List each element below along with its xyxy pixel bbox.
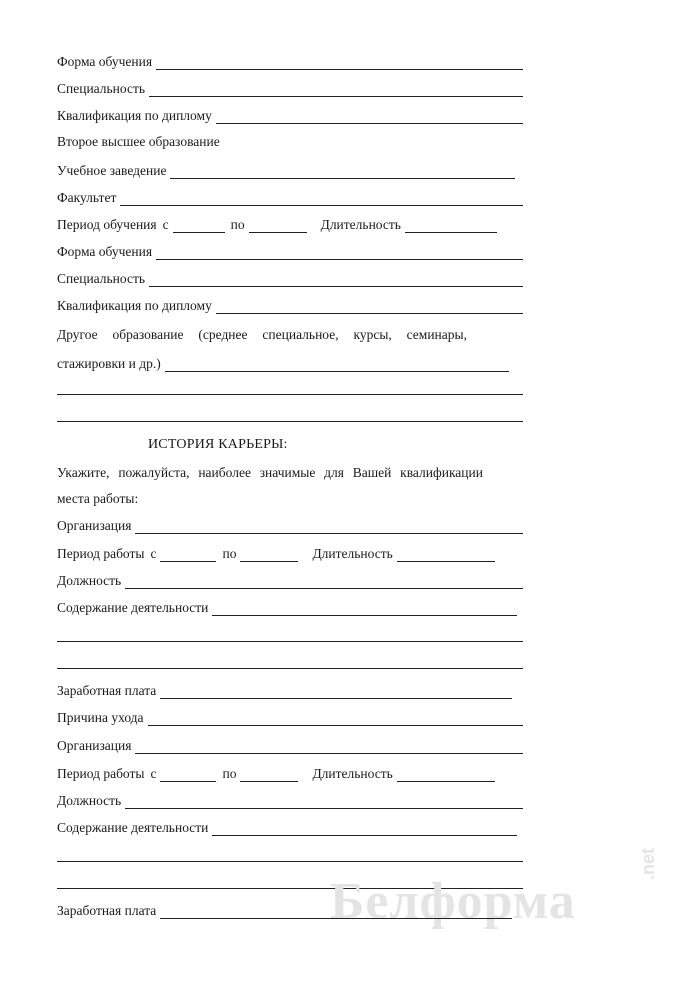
work-period-field-2[interactable]	[57, 762, 495, 782]
work-to-line[interactable]	[240, 769, 298, 782]
career-intro	[57, 466, 483, 480]
form-of-study-line[interactable]	[156, 57, 523, 70]
other-education-field[interactable]	[57, 352, 509, 372]
blank-line[interactable]	[57, 394, 523, 395]
specialty-field-1[interactable]	[57, 77, 523, 97]
work-period-label: Период работы	[57, 545, 145, 561]
qualification-line[interactable]	[216, 301, 523, 314]
salary-line[interactable]	[160, 686, 512, 699]
blank-line[interactable]	[57, 641, 523, 642]
position-field-2[interactable]	[57, 789, 523, 809]
leave-reason-line[interactable]	[148, 713, 523, 726]
word: (среднее	[198, 327, 248, 342]
duration-label: Длительность	[320, 216, 401, 232]
form-of-study-field-1[interactable]	[57, 50, 523, 70]
activity-field-2[interactable]	[57, 816, 517, 836]
position-line[interactable]	[125, 576, 523, 589]
word: семинары,	[406, 327, 467, 342]
other-education-label: стажировки и др.)	[57, 355, 161, 371]
organization-line[interactable]	[135, 741, 523, 754]
work-duration-line[interactable]	[397, 549, 495, 562]
form-of-study-label: Форма обучения	[57, 53, 153, 69]
to-label: по	[230, 216, 245, 232]
word: Укажите,	[57, 465, 110, 480]
study-from-line[interactable]	[173, 220, 225, 233]
salary-field-2[interactable]	[57, 899, 512, 919]
activity-label: Содержание деятельности	[57, 599, 209, 615]
watermark-brand: Белформа	[330, 873, 576, 930]
word: образование	[112, 327, 184, 342]
work-period-label: Период работы	[57, 765, 145, 781]
position-label: Должность	[57, 792, 122, 808]
word: квалификации	[400, 465, 483, 480]
work-from-line[interactable]	[160, 549, 216, 562]
specialty-line[interactable]	[149, 84, 523, 97]
from-label: с	[150, 545, 157, 561]
institution-field[interactable]	[57, 159, 515, 179]
word: пожалуйста,	[118, 465, 190, 480]
organization-label: Организация	[57, 517, 132, 533]
specialty-field-2[interactable]	[57, 267, 523, 287]
organization-label: Организация	[57, 737, 132, 753]
qualification-label: Квалификация по диплому	[57, 107, 212, 123]
study-duration-line[interactable]	[405, 220, 497, 233]
from-label: с	[162, 216, 169, 232]
to-label: по	[222, 765, 237, 781]
second-higher-education-heading: Второе высшее образование	[57, 134, 220, 149]
other-education-prompt	[57, 328, 467, 342]
work-to-line[interactable]	[240, 549, 298, 562]
faculty-line[interactable]	[120, 193, 523, 206]
qualification-label: Квалификация по диплому	[57, 297, 212, 313]
faculty-label: Факультет	[57, 189, 117, 205]
leave-reason-field[interactable]	[57, 706, 523, 726]
qualification-field-2[interactable]	[57, 294, 523, 314]
study-period-label: Период обучения	[57, 216, 157, 232]
word: курсы,	[353, 327, 392, 342]
duration-label: Длительность	[312, 545, 393, 561]
activity-field-1[interactable]	[57, 596, 517, 616]
watermark-domain: .net	[638, 847, 658, 880]
organization-field-1[interactable]	[57, 514, 523, 534]
to-label: по	[222, 545, 237, 561]
word: Другое	[57, 327, 98, 342]
word: для	[324, 465, 344, 480]
faculty-field[interactable]	[57, 186, 523, 206]
position-label: Должность	[57, 572, 122, 588]
position-field-1[interactable]	[57, 569, 523, 589]
activity-label: Содержание деятельности	[57, 819, 209, 835]
institution-line[interactable]	[170, 166, 515, 179]
word: значимые	[259, 465, 316, 480]
qualification-field-1[interactable]	[57, 104, 523, 124]
leave-reason-label: Причина ухода	[57, 709, 144, 725]
organization-line[interactable]	[135, 521, 523, 534]
from-label: с	[150, 765, 157, 781]
work-period-field-1[interactable]	[57, 542, 495, 562]
form-of-study-field-2[interactable]	[57, 240, 523, 260]
institution-label: Учебное заведение	[57, 162, 167, 178]
blank-line[interactable]	[57, 668, 523, 669]
specialty-label: Специальность	[57, 270, 146, 286]
salary-field-1[interactable]	[57, 679, 512, 699]
word: Вашей	[352, 465, 392, 480]
word: наиболее	[198, 465, 251, 480]
study-period-field[interactable]	[57, 213, 497, 233]
form-of-study-line[interactable]	[156, 247, 523, 260]
other-education-line[interactable]	[165, 359, 509, 372]
salary-label: Заработная плата	[57, 682, 157, 698]
work-from-line[interactable]	[160, 769, 216, 782]
activity-line[interactable]	[212, 603, 517, 616]
position-line[interactable]	[125, 796, 523, 809]
specialty-line[interactable]	[149, 274, 523, 287]
work-duration-line[interactable]	[397, 769, 495, 782]
blank-line[interactable]	[57, 421, 523, 422]
study-to-line[interactable]	[249, 220, 307, 233]
form-of-study-label: Форма обучения	[57, 243, 153, 259]
word: специальное,	[262, 327, 339, 342]
qualification-line[interactable]	[216, 111, 523, 124]
career-history-heading: ИСТОРИЯ КАРЬЕРЫ:	[148, 437, 288, 452]
salary-label: Заработная плата	[57, 902, 157, 918]
salary-line[interactable]	[160, 906, 512, 919]
organization-field-2[interactable]	[57, 734, 523, 754]
blank-line[interactable]	[57, 861, 523, 862]
activity-line[interactable]	[212, 823, 517, 836]
duration-label: Длительность	[312, 765, 393, 781]
specialty-label: Специальность	[57, 80, 146, 96]
career-intro-line2: места работы:	[57, 491, 139, 506]
